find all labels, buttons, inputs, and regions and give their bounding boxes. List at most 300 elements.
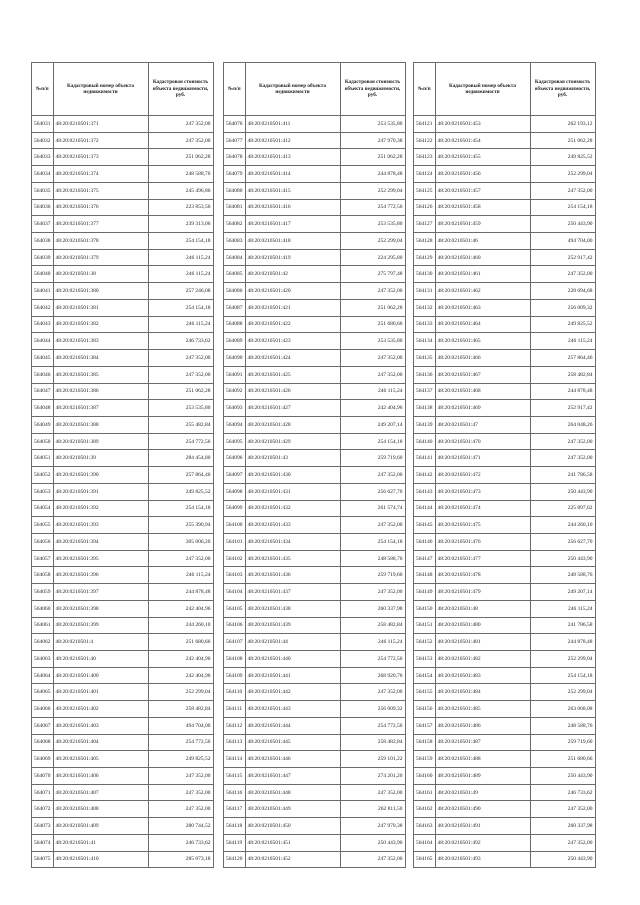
cadastral-number: 48:20:0210501:414 (245, 166, 340, 183)
header-num: №п/п (224, 63, 246, 116)
cadastral-number: 48:20:0210501:385 (53, 366, 148, 383)
cadastral-value: 258 482,84 (340, 617, 405, 634)
row-number: 564103 (224, 567, 246, 584)
row-number: 564153 (414, 651, 436, 668)
row-number: 564155 (414, 684, 436, 701)
cadastral-number: 48:20:0210501:396 (53, 567, 148, 584)
row-number: 564055 (32, 517, 54, 534)
cadastral-value: 251 680,66 (340, 316, 405, 333)
cadastral-value: 258 482,84 (530, 366, 595, 383)
cadastral-number: 48:20:0210501:375 (53, 182, 148, 199)
cadastral-number: 48:20:0210501:458 (435, 199, 530, 216)
row-number: 564122 (414, 132, 436, 149)
cadastral-value: 247 352,00 (340, 851, 405, 868)
cadastral-number: 48:20:0210501:492 (435, 834, 530, 851)
table-row (414, 818, 596, 835)
table-row (414, 233, 596, 250)
cadastral-number: 48:20:0210501:439 (245, 617, 340, 634)
table-row (32, 651, 214, 668)
table-row (414, 266, 596, 283)
cadastral-number: 48:20:0210501:456 (435, 166, 530, 183)
cadastral-number: 48:20:0210501:447 (245, 768, 340, 785)
header-cadastral-number: Кадастровый номер объекта недвижимости (53, 63, 148, 116)
table-row (414, 634, 596, 651)
table-row (414, 784, 596, 801)
header-num: №п/п (32, 63, 54, 116)
table-body-middle (224, 116, 406, 868)
row-number: 564121 (414, 116, 436, 133)
cadastral-value: 247 352,00 (148, 550, 213, 567)
cadastral-value: 246 115,24 (148, 249, 213, 266)
table-row (32, 316, 214, 333)
cadastral-number: 48:20:0210501:413 (245, 149, 340, 166)
cadastral-value: 244 878,48 (530, 634, 595, 651)
cadastral-value: 249 825,52 (148, 483, 213, 500)
table-row (224, 283, 406, 300)
cadastral-number: 48:20:0210501:481 (435, 634, 530, 651)
cadastral-value: 247 352,00 (148, 116, 213, 133)
cadastral-value: 250 443,90 (340, 834, 405, 851)
row-number: 564034 (32, 166, 54, 183)
cadastral-number: 48:20:0210501:423 (245, 333, 340, 350)
row-number: 564065 (32, 684, 54, 701)
cadastral-value: 246 733,62 (148, 333, 213, 350)
cadastral-value: 251 062,28 (148, 383, 213, 400)
cadastral-number: 48:20:0210501:455 (435, 149, 530, 166)
table-row (224, 350, 406, 367)
row-number: 564134 (414, 333, 436, 350)
table-row (224, 667, 406, 684)
cadastral-value: 249 825,52 (148, 751, 213, 768)
row-number: 564050 (32, 433, 54, 450)
cadastral-number: 48:20:0210501:397 (53, 584, 148, 601)
row-number: 564076 (224, 116, 246, 133)
cadastral-number: 48:20:0210501:441 (245, 667, 340, 684)
row-number: 564058 (32, 567, 54, 584)
table-row (32, 350, 214, 367)
row-number: 564104 (224, 584, 246, 601)
table-row (32, 818, 214, 835)
row-number: 564057 (32, 550, 54, 567)
table-row (32, 182, 214, 199)
cadastral-number: 48:20:0210501:384 (53, 350, 148, 367)
row-number: 564054 (32, 500, 54, 517)
row-number: 564140 (414, 433, 436, 450)
cadastral-number: 48:20:0210501:431 (245, 483, 340, 500)
cadastral-number: 48:20:0210501:38 (53, 266, 148, 283)
row-number: 564149 (414, 584, 436, 601)
cadastral-value: 247 352,00 (148, 801, 213, 818)
cadastral-value: 252 299,04 (340, 233, 405, 250)
cadastral-value: 250 443,90 (530, 550, 595, 567)
row-number: 564135 (414, 350, 436, 367)
row-number: 564039 (32, 249, 54, 266)
row-number: 564041 (32, 283, 54, 300)
cadastral-number: 48:20:0210501:428 (245, 416, 340, 433)
table-row (224, 851, 406, 868)
cadastral-value: 242 404,96 (340, 400, 405, 417)
cadastral-value: 253 535,80 (340, 116, 405, 133)
cadastral-value: 254 772,56 (148, 734, 213, 751)
cadastral-number: 48:20:0210501:445 (245, 734, 340, 751)
cadastral-value: 247 352,00 (148, 768, 213, 785)
table-row (32, 400, 214, 417)
table-row (224, 717, 406, 734)
row-number: 564119 (224, 834, 246, 851)
cadastral-number: 48:20:0210501:425 (245, 366, 340, 383)
table-row (414, 166, 596, 183)
table-row (224, 600, 406, 617)
table-row (32, 851, 214, 868)
cadastral-number: 48:20:0210501:429 (245, 433, 340, 450)
cadastral-value: 247 352,00 (530, 182, 595, 199)
table-row (224, 684, 406, 701)
cadastral-value: 256 009,32 (530, 299, 595, 316)
row-number: 564067 (32, 717, 54, 734)
row-number: 564068 (32, 734, 54, 751)
row-number: 564083 (224, 233, 246, 250)
cadastral-value: 225 897,62 (530, 500, 595, 517)
table-row (32, 734, 214, 751)
header-num: №п/п (414, 63, 436, 116)
table-body-left (32, 116, 214, 868)
row-number: 564112 (224, 717, 246, 734)
cadastral-number: 48:20:0210501:374 (53, 166, 148, 183)
table-row (32, 550, 214, 567)
cadastral-number: 48:20:0210501:400 (53, 667, 148, 684)
cadastral-number: 48:20:0210501:386 (53, 383, 148, 400)
row-number: 564079 (224, 166, 246, 183)
row-number: 564163 (414, 818, 436, 835)
table-row (414, 801, 596, 818)
cadastral-number: 48:20:0210501:372 (53, 132, 148, 149)
header-cadastral-number: Кадастровый номер объекта недвижимости (435, 63, 530, 116)
cadastral-value: 253 535,80 (148, 400, 213, 417)
table-row (414, 667, 596, 684)
cadastral-value: 264 048,26 (530, 416, 595, 433)
table-row (414, 467, 596, 484)
cadastral-number: 48:20:0210501:476 (435, 533, 530, 550)
cadastral-value: 247 352,00 (340, 283, 405, 300)
table-row (32, 617, 214, 634)
cadastral-value: 228 694,68 (530, 283, 595, 300)
table-row (224, 500, 406, 517)
cadastral-value: 246 115,24 (530, 600, 595, 617)
row-number: 564137 (414, 383, 436, 400)
row-number: 564131 (414, 283, 436, 300)
table-header-row (224, 63, 406, 116)
row-number: 564043 (32, 316, 54, 333)
table-row (32, 584, 214, 601)
cadastral-number: 48:20:0210501:493 (435, 851, 530, 868)
cadastral-number: 48:20:0210501:405 (53, 751, 148, 768)
cadastral-value: 246 733,62 (148, 834, 213, 851)
row-number: 564077 (224, 132, 246, 149)
row-number: 564081 (224, 199, 246, 216)
cadastral-number: 48:20:0210501:410 (53, 851, 148, 868)
cadastral-value: 259 101,22 (340, 751, 405, 768)
table-row (224, 383, 406, 400)
table-row (414, 182, 596, 199)
table-row (414, 333, 596, 350)
row-number: 564098 (224, 483, 246, 500)
table-row (414, 500, 596, 517)
row-number: 564148 (414, 567, 436, 584)
table-row (414, 400, 596, 417)
cadastral-value: 254 772,56 (340, 651, 405, 668)
row-number: 564129 (414, 249, 436, 266)
row-number: 564151 (414, 617, 436, 634)
cadastral-value: 247 352,00 (340, 467, 405, 484)
table-row (32, 567, 214, 584)
cadastral-number: 48:20:0210501:377 (53, 216, 148, 233)
cadastral-value: 251 062,28 (340, 299, 405, 316)
row-number: 564165 (414, 851, 436, 868)
row-number: 564108 (224, 651, 246, 668)
row-number: 564099 (224, 500, 246, 517)
table-row (32, 416, 214, 433)
cadastral-number: 48:20:0210501:490 (435, 801, 530, 818)
cadastral-value: 254 154,18 (530, 667, 595, 684)
cadastral-number: 48:20:0210501:438 (245, 600, 340, 617)
row-number: 564042 (32, 299, 54, 316)
cadastral-value: 247 352,00 (530, 450, 595, 467)
header-cadastral-value: Кадастровая стоимость объекта недвижимости, руб. (148, 63, 213, 116)
cadastral-value: 223 853,56 (148, 199, 213, 216)
table-row (414, 751, 596, 768)
table-row (32, 283, 214, 300)
row-number: 564156 (414, 701, 436, 718)
cadastral-number: 48:20:0210501:373 (53, 149, 148, 166)
cadastral-value: 253 535,80 (340, 333, 405, 350)
cadastral-table-right (413, 62, 596, 868)
cadastral-value: 246 115,24 (148, 567, 213, 584)
cadastral-value: 254 154,18 (148, 299, 213, 316)
table-row (224, 483, 406, 500)
cadastral-number: 48:20:0210501:422 (245, 316, 340, 333)
cadastral-value: 247 352,00 (148, 366, 213, 383)
row-number: 564089 (224, 333, 246, 350)
cadastral-number: 48:20:0210501:467 (435, 366, 530, 383)
row-number: 564072 (32, 801, 54, 818)
cadastral-value: 252 299,04 (530, 166, 595, 183)
table-row (414, 366, 596, 383)
table-row (32, 768, 214, 785)
cadastral-value: 241 786,58 (530, 617, 595, 634)
row-number: 564094 (224, 416, 246, 433)
cadastral-number: 48:20:0210501:451 (245, 834, 340, 851)
cadastral-value: 268 920,76 (340, 667, 405, 684)
row-number: 564146 (414, 533, 436, 550)
cadastral-value: 284 454,80 (148, 450, 213, 467)
row-number: 564096 (224, 450, 246, 467)
cadastral-number: 48:20:0210501:420 (245, 283, 340, 300)
cadastral-value: 257 864,46 (148, 467, 213, 484)
row-number: 564032 (32, 132, 54, 149)
cadastral-value: 241 786,58 (530, 467, 595, 484)
cadastral-number: 48:20:0210501:487 (435, 734, 530, 751)
row-number: 564087 (224, 299, 246, 316)
table-row (224, 400, 406, 417)
cadastral-number: 48:20:0210501:437 (245, 584, 340, 601)
cadastral-number: 48:20:0210501:417 (245, 216, 340, 233)
cadastral-number: 48:20:0210501:418 (245, 233, 340, 250)
cadastral-number: 48:20:0210501:442 (245, 684, 340, 701)
row-number: 564085 (224, 266, 246, 283)
cadastral-number: 48:20:0210501:470 (435, 433, 530, 450)
cadastral-number: 48:20:0210501:452 (245, 851, 340, 868)
row-number: 564036 (32, 199, 54, 216)
table-row (414, 684, 596, 701)
table-row (224, 450, 406, 467)
row-number: 564100 (224, 517, 246, 534)
cadastral-value: 254 154,18 (148, 233, 213, 250)
row-number: 564141 (414, 450, 436, 467)
table-row (414, 651, 596, 668)
cadastral-value: 254 154,18 (148, 500, 213, 517)
cadastral-number: 48:20:0210501:376 (53, 199, 148, 216)
table-row (32, 517, 214, 534)
cadastral-number: 48:20:0210501:392 (53, 500, 148, 517)
row-number: 564115 (224, 768, 246, 785)
cadastral-value: 239 313,06 (148, 216, 213, 233)
cadastral-value: 305 006,20 (148, 533, 213, 550)
table-row (414, 132, 596, 149)
table-row (224, 768, 406, 785)
cadastral-number: 48:20:0210501:409 (53, 818, 148, 835)
cadastral-value: 245 496,86 (148, 182, 213, 199)
cadastral-number: 48:20:0210501:398 (53, 600, 148, 617)
table-row (32, 667, 214, 684)
cadastral-number: 48:20:0210501:460 (435, 249, 530, 266)
cadastral-number: 48:20:0210501:453 (435, 116, 530, 133)
cadastral-number: 48:20:0210501:448 (245, 784, 340, 801)
cadastral-value: 275 797,48 (340, 266, 405, 283)
cadastral-number: 48:20:0210501:471 (435, 450, 530, 467)
table-row (224, 433, 406, 450)
cadastral-number: 48:20:0210501:466 (435, 350, 530, 367)
table-row (224, 266, 406, 283)
cadastral-number: 48:20:0210501:388 (53, 416, 148, 433)
table-row (414, 483, 596, 500)
cadastral-value: 248 588,76 (148, 166, 213, 183)
cadastral-number: 48:20:0210501:419 (245, 249, 340, 266)
row-number: 564143 (414, 483, 436, 500)
cadastral-value: 256 009,32 (340, 701, 405, 718)
table-row (32, 166, 214, 183)
cadastral-value: 224 295,80 (340, 249, 405, 266)
row-number: 564118 (224, 818, 246, 835)
cadastral-value: 244 260,10 (530, 517, 595, 534)
table-row (224, 316, 406, 333)
cadastral-value: 255 482,84 (148, 416, 213, 433)
cadastral-number: 48:20:0210501:434 (245, 533, 340, 550)
cadastral-value: 244 878,48 (340, 166, 405, 183)
cadastral-value: 274 201,20 (340, 768, 405, 785)
table-row (414, 701, 596, 718)
row-number: 564133 (414, 316, 436, 333)
cadastral-number: 48:20:0210501:40 (53, 651, 148, 668)
table-row (414, 533, 596, 550)
cadastral-number: 48:20:0210501:464 (435, 316, 530, 333)
table-row (32, 366, 214, 383)
cadastral-number: 48:20:0210501:469 (435, 400, 530, 417)
table-row (224, 834, 406, 851)
cadastral-value: 251 062,28 (340, 149, 405, 166)
row-number: 564144 (414, 500, 436, 517)
cadastral-value: 255 390,94 (148, 517, 213, 534)
cadastral-number: 48:20:0210501:416 (245, 199, 340, 216)
cadastral-number: 48:20:0210501:401 (53, 684, 148, 701)
table-row (32, 299, 214, 316)
row-number: 564116 (224, 784, 246, 801)
table-row (224, 299, 406, 316)
cadastral-value: 251 062,28 (530, 132, 595, 149)
cadastral-number: 48:20:0210501:404 (53, 734, 148, 751)
row-number: 564097 (224, 467, 246, 484)
cadastral-value: 247 970,38 (340, 818, 405, 835)
cadastral-value: 244 260,10 (148, 617, 213, 634)
row-number: 564040 (32, 266, 54, 283)
row-number: 564111 (224, 701, 246, 718)
cadastral-number: 48:20:0210501:421 (245, 299, 340, 316)
table-row (414, 283, 596, 300)
table-row (32, 433, 214, 450)
table-row (32, 483, 214, 500)
cadastral-number: 48:20:0210501:42 (245, 266, 340, 283)
row-number: 564125 (414, 182, 436, 199)
row-number: 564053 (32, 483, 54, 500)
table-row (32, 801, 214, 818)
table-row (32, 834, 214, 851)
cadastral-value: 253 535,80 (340, 216, 405, 233)
cadastral-value: 249 825,52 (530, 149, 595, 166)
cadastral-number: 48:20:0210501:39 (53, 450, 148, 467)
table-header-row (32, 63, 214, 116)
cadastral-value: 261 574,74 (340, 500, 405, 517)
cadastral-number: 48:20:0210501:378 (53, 233, 148, 250)
cadastral-number: 48:20:0210501:432 (245, 500, 340, 517)
cadastral-value: 263 068,08 (530, 701, 595, 718)
row-number: 564164 (414, 834, 436, 851)
table-row (414, 416, 596, 433)
cadastral-value: 254 154,18 (530, 199, 595, 216)
cadastral-table-left (31, 62, 214, 868)
cadastral-value: 242 404,96 (148, 651, 213, 668)
table-row (224, 467, 406, 484)
cadastral-number: 48:20:0210501:482 (435, 651, 530, 668)
cadastral-number: 48:20:0210501:395 (53, 550, 148, 567)
row-number: 564109 (224, 667, 246, 684)
table-row (224, 784, 406, 801)
row-number: 564038 (32, 233, 54, 250)
cadastral-value: 257 864,46 (530, 350, 595, 367)
cadastral-value: 249 207,14 (530, 584, 595, 601)
cadastral-value: 246 115,24 (340, 634, 405, 651)
row-number: 564159 (414, 751, 436, 768)
cadastral-value: 254 154,18 (340, 533, 405, 550)
row-number: 564093 (224, 400, 246, 417)
cadastral-number: 48:20:0210501:393 (53, 517, 148, 534)
cadastral-value: 247 352,00 (148, 784, 213, 801)
table-row (32, 701, 214, 718)
cadastral-value: 252 917,42 (530, 400, 595, 417)
table-row (224, 216, 406, 233)
cadastral-number: 48:20:0210501:47 (435, 416, 530, 433)
cadastral-value: 247 352,00 (340, 784, 405, 801)
cadastral-number: 48:20:0210501:408 (53, 801, 148, 818)
table-row (32, 233, 214, 250)
